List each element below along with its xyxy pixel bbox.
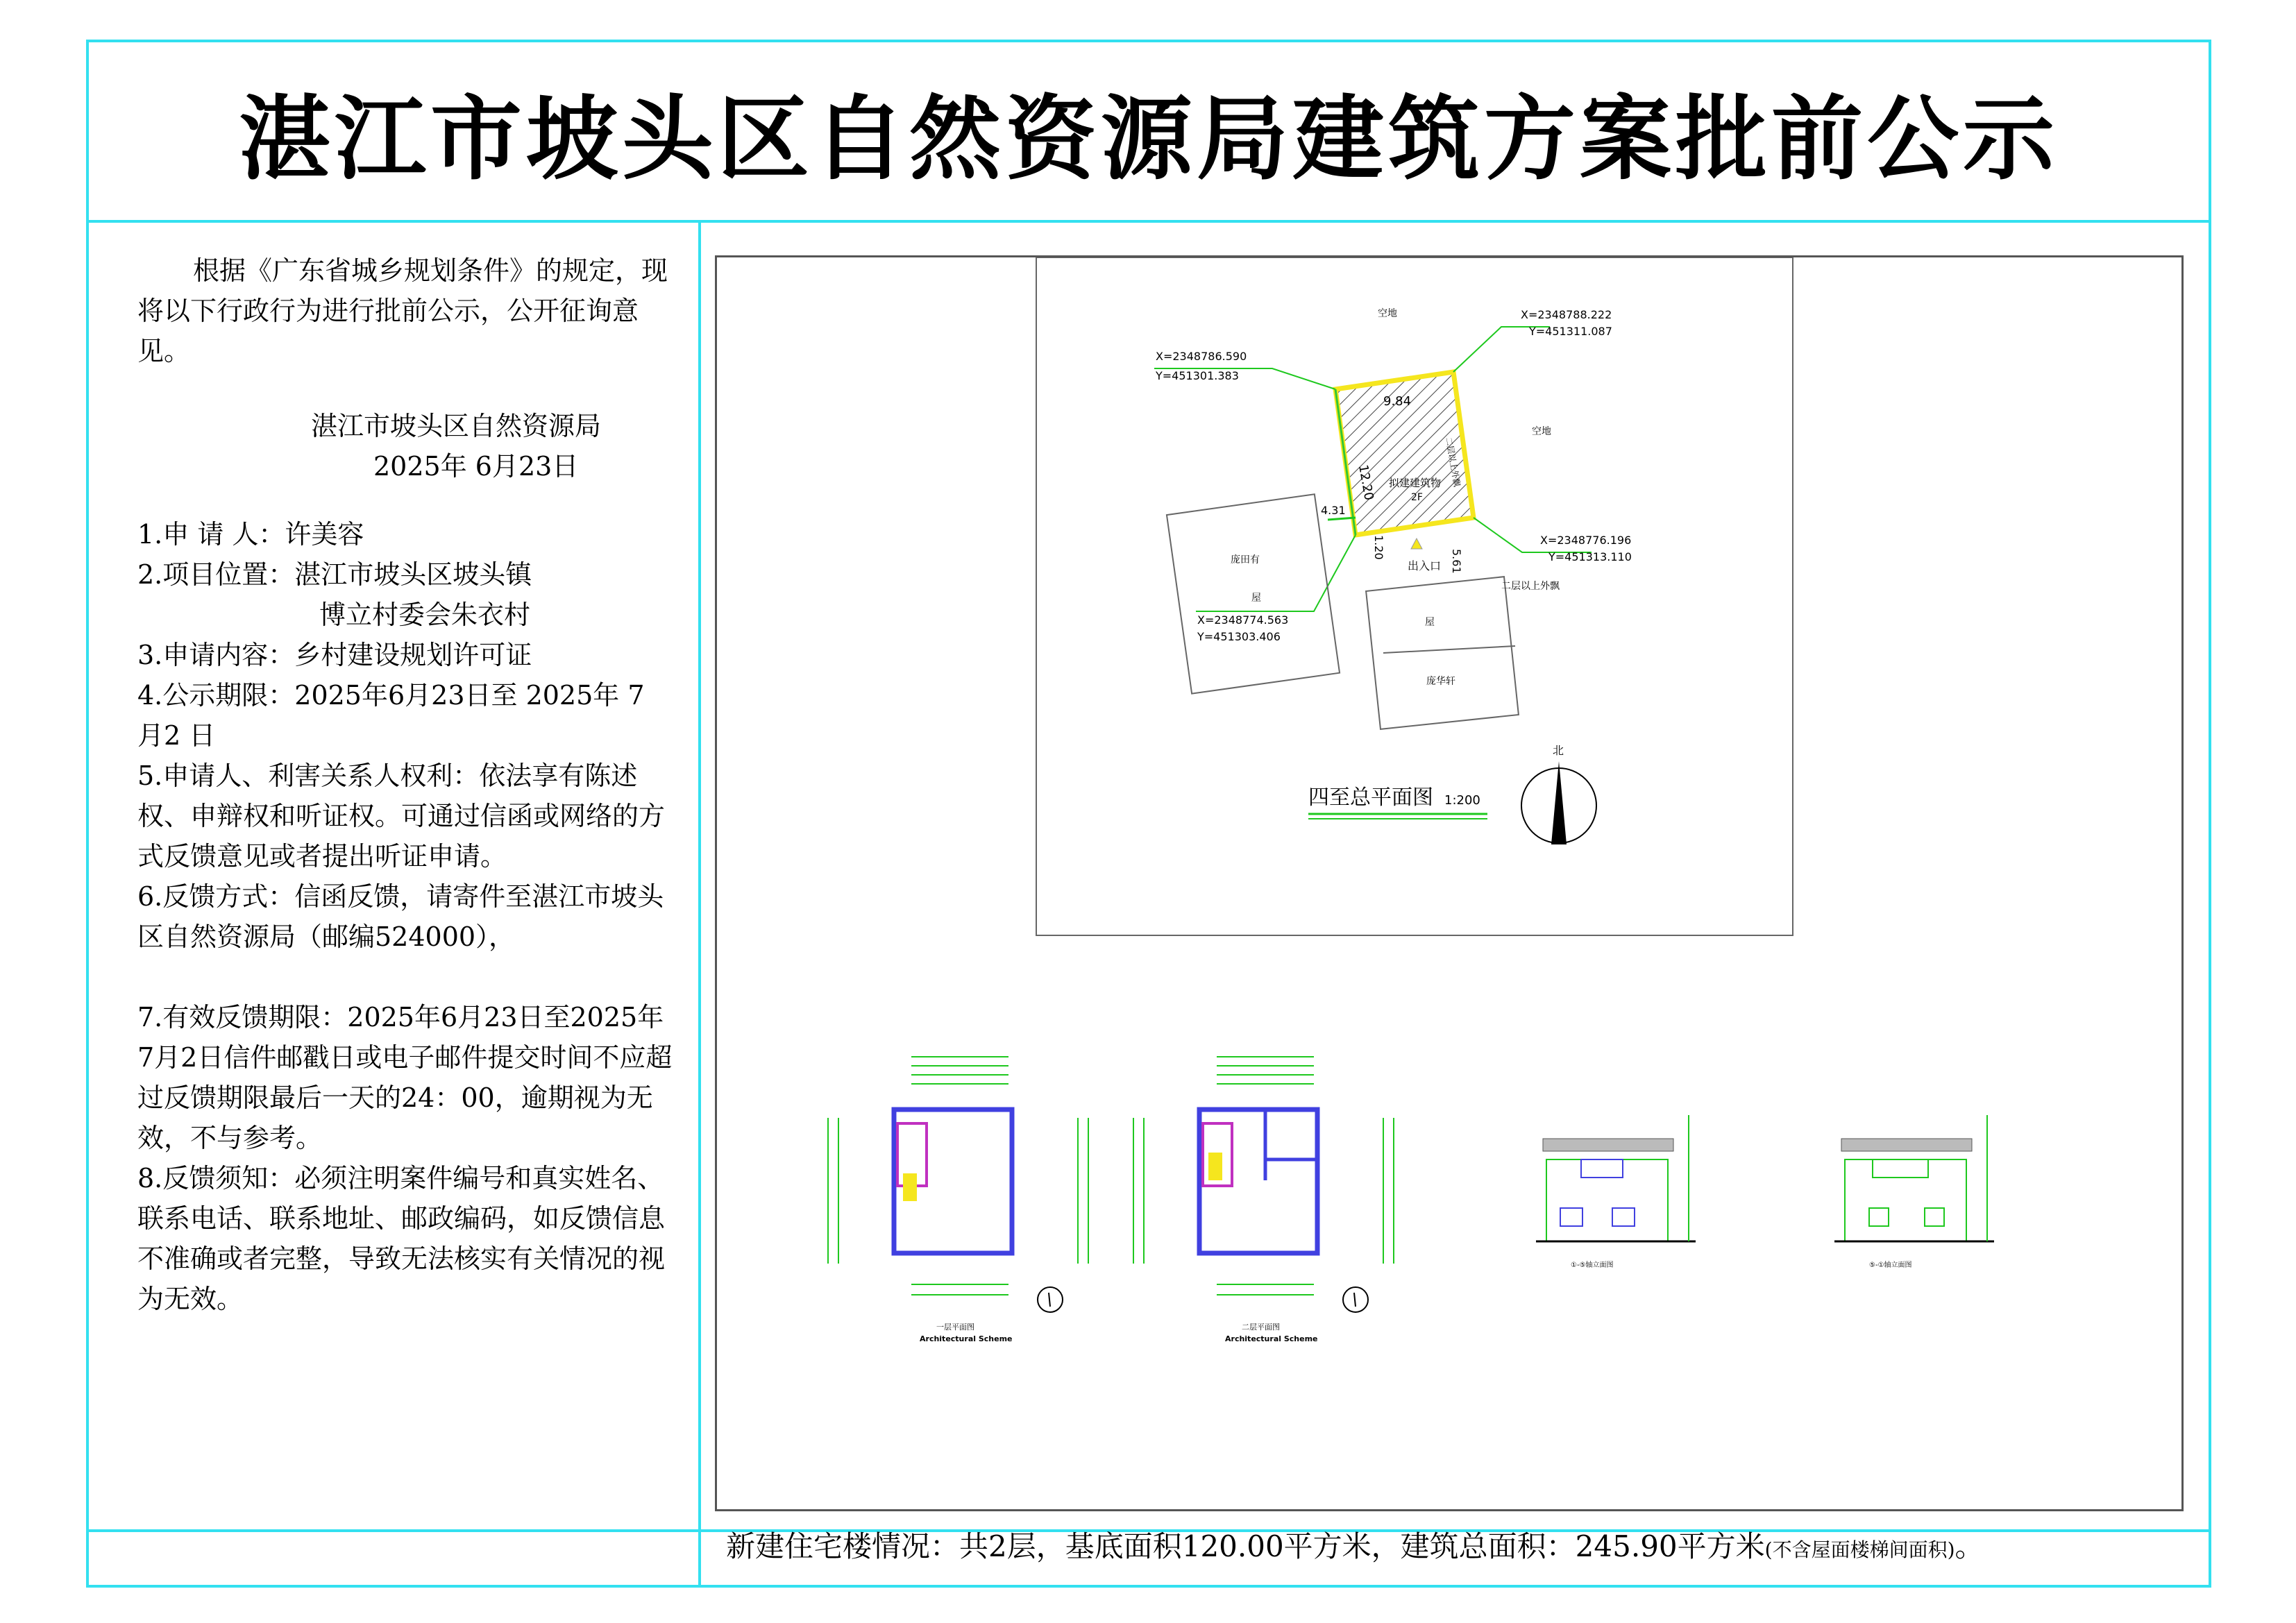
footer-summary: 新建住宅楼情况：共2层，基底面积120.00平方米，建筑总面积：245.90平方米(不含屋面楼梯间面积)。 (726, 1529, 1984, 1563)
dim-bottom-2: 5.61 (1450, 549, 1463, 574)
plan-1-caption: Architectural Scheme (920, 1334, 1013, 1343)
second-floor-label: 二层以上外飘 (1501, 581, 1560, 592)
title-row (89, 42, 2209, 223)
item-rights: 5.申请人、利害关系人权利：依法享有陈述权、申辩权和听证权。可通过信函或网络的方式反馈意见或者提出听证申请。 (137, 760, 666, 872)
notice-text (137, 250, 679, 1319)
item-applicant: 1.申 请 人：许美容 (137, 519, 364, 550)
dim-side: 12.20 (1356, 464, 1376, 502)
item-feedback-method: 6.反馈方式：信函反馈，请寄件至湛江市坡头区自然资源局（邮编524000）， (137, 881, 664, 952)
lot-bottom: 屋 (1425, 617, 1435, 628)
column-divider (698, 220, 701, 1588)
notice-date: 2025年 6月23日 (373, 451, 579, 482)
coord-2-y: Y=451311.087 (1529, 325, 1612, 338)
item-content: 3.申请内容：乡村建设规划许可证 (137, 640, 532, 670)
empty-lot-right: 空地 (1532, 426, 1551, 437)
dim-left: 4.31 (1321, 504, 1346, 517)
drawing-svg (717, 257, 2181, 1509)
lot-left: 屋 (1251, 593, 1261, 604)
notice-intro: 根据《广东省城乡规划条件》的规定，现 将以下行政行为进行批前公示，公开征询意见。 (137, 255, 668, 366)
empty-lot-top: 空地 (1378, 308, 1397, 319)
coord-1-y: Y=451301.383 (1156, 369, 1239, 382)
coord-1-x: X=2348786.590 (1156, 350, 1247, 363)
north-label: 北 (1553, 744, 1564, 757)
drawing-sheet (715, 255, 2184, 1511)
page-title: 湛江市坡头区自然资源局建筑方案批前公示 (239, 86, 2059, 193)
notice-authority: 湛江市坡头区自然资源局 (311, 411, 602, 441)
site-plan-scale: 1:200 (1444, 793, 1480, 808)
plan-2-caption: Architectural Scheme (1225, 1334, 1318, 1343)
coord-4-x: X=2348774.563 (1197, 613, 1289, 627)
coord-3-y: Y=451313.110 (1548, 550, 1632, 563)
second-floor-label-vertical: 二层以上外飘 (1444, 436, 1462, 488)
floor-plan-2 (1133, 1057, 1394, 1343)
north-arrow-icon (1521, 744, 1596, 844)
building-floors: 2F (1411, 492, 1423, 503)
owner-bottom: 庞华轩 (1426, 676, 1455, 687)
elevation-1-title: ①-⑤轴立面图 (1571, 1261, 1614, 1269)
site-plan-title: 四至总平面图 (1308, 785, 1433, 810)
dim-bottom-1: 1.20 (1372, 535, 1385, 560)
item-location-line2: 博立村委会朱衣村 (319, 600, 531, 630)
dim-top: 9.84 (1383, 394, 1412, 409)
owner-left: 庞田有 (1231, 554, 1260, 566)
plan-2-title: 二层平面图 (1242, 1323, 1280, 1332)
entrance-label: 出入口 (1408, 559, 1442, 572)
item-feedback-deadline: 7.有效反馈期限：2025年6月23日至2025年7月2日信件邮戳日或电子邮件提交时间不应超过反馈期限最后一天的24：00，逾期视为无效，不与参考。 (137, 1002, 673, 1153)
elevation-1 (1536, 1115, 1696, 1269)
coord-2-x: X=2348788.222 (1521, 308, 1612, 321)
item-period: 4.公示期限：2025年6月23日至 2025年 7 月2 日 (137, 680, 645, 751)
elevation-2-title: ⑤-①轴立面图 (1869, 1261, 1912, 1269)
elevation-2 (1834, 1115, 1994, 1269)
building-label: 拟建建筑物 (1389, 477, 1442, 489)
coord-3-x: X=2348776.196 (1540, 534, 1632, 547)
site-plan (1036, 257, 1793, 935)
floor-plan-1 (828, 1057, 1088, 1343)
plan-1-title: 一层平面图 (936, 1323, 974, 1332)
item-location: 2.项目位置：湛江市坡头区坡头镇 (137, 559, 532, 590)
item-feedback-notes: 8.反馈须知：必须注明案件编号和真实姓名、联系电话、联系地址、邮政编码，如反馈信息不准确或者完整，导致无法核实有关情况的视为无效。 (137, 1163, 666, 1314)
coord-4-y: Y=451303.406 (1197, 630, 1281, 643)
